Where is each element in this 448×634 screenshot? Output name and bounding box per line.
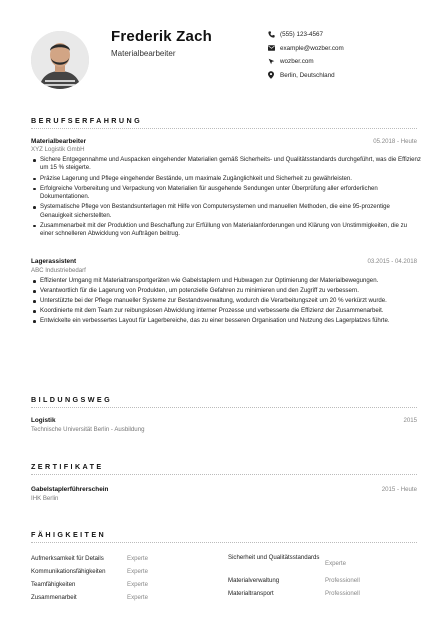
section-heading-experience: BERUFSERFAHRUNG (31, 116, 143, 125)
education-school: Technische Universität Berlin - Ausbildung (31, 426, 145, 433)
skill-name: Aufmerksamkeit für Details (31, 555, 104, 562)
list-item: Systematische Pflege von Bestandsunterlagen mit Hilfe von Computersystemen und manuellen Methoden, die eine 95-prozentige Genauigkeit sicherstellten. (31, 203, 421, 220)
phone-text[interactable]: (555) 123-4567 (280, 31, 324, 39)
candidate-name: Frederik Zach (111, 28, 212, 45)
section-heading-education: BILDUNGSWEG (31, 395, 113, 404)
list-item: Verantwortlich für die Lagerung von Produkten, um potenzielle Gefahren zu minimieren und den Zugriff zu verbessern. (31, 287, 421, 295)
section-divider (31, 474, 417, 475)
job-dates-2: 03.2015 - 04.2018 (367, 258, 417, 265)
list-item: Entwickelte ein verbessertes Layout für Lagerbereiche, das zu einer besseren Organisation und Nutzung des Lagerplatzes führte. (31, 317, 421, 325)
contact-website (268, 55, 344, 69)
certificate-title: Gabelstaplerführerschein (31, 486, 109, 493)
skill-level: Experte (127, 555, 149, 562)
list-item: Zusammenarbeit mit der Produktion und Beschaffung zur Erfüllung von Materialanforderungen und Klärung von Unstimmigkeiten, die zu einer schnelleren Abwicklung von Aufträgen beitrug. (31, 222, 421, 239)
link-icon (268, 58, 280, 65)
education-date: 2015 (403, 417, 417, 424)
list-item: Erfolgreiche Vorbereitung und Verpackung von Materialien für ausgehende Sendungen unter Überprüfung aller erforderlichen Dokumentationen. (31, 185, 421, 202)
job-title-1: Materialbearbeiter (31, 138, 87, 145)
job-title: Materialbearbeiter (111, 49, 176, 58)
list-item: Sichere Entgegennahme und Auspacken eingehender Materialien gemäß Sicherheits- und Qualitätsstandards durchgeführt, was die Effizienz um 15 % steigerte. (31, 156, 421, 173)
job-bullets-1 (31, 156, 421, 240)
skill-level: Experte (325, 560, 347, 567)
location-pin-icon (268, 71, 280, 79)
certificate-issuer: IHK Berlin (31, 495, 59, 502)
contact-location (268, 69, 344, 83)
certificate-date: 2015 - Heute (381, 486, 417, 493)
contact-list (268, 28, 344, 82)
skill-name: Materialverwaltung (228, 577, 280, 584)
avatar (31, 31, 89, 89)
skill-level: Experte (127, 568, 149, 575)
skill-name: Teamfähigkeiten (31, 581, 76, 588)
skill-name: Zusammenarbeit (31, 594, 77, 601)
job-company-2: ABC Industriebedarf (31, 267, 86, 274)
profile-photo (31, 31, 89, 89)
location-text: Berlin, Deutschland (280, 71, 335, 79)
list-item: Koordinierte mit dem Team zur reibungslosen Abwicklung interner Prozesse und verbesserte die Effizienz der Zusammenarbeit. (31, 307, 421, 315)
skill-level: Professionell (325, 577, 360, 584)
education-title: Logistik (31, 417, 56, 424)
email-icon (268, 45, 280, 51)
section-divider (31, 407, 417, 408)
contact-phone (268, 28, 344, 42)
section-heading-certificates: ZERTIFIKATE (31, 462, 104, 471)
phone-icon (268, 31, 280, 38)
section-divider (31, 542, 417, 543)
skill-name: Kommunikationsfähigkeiten (31, 568, 106, 575)
skill-name: Sicherheit und Qualitätsstandards (228, 554, 320, 561)
job-dates-1: 05.2018 - Heute (373, 138, 417, 145)
skill-level: Professionell (325, 590, 360, 597)
job-title-2: Lagerassistent (31, 258, 77, 265)
skill-level: Experte (127, 594, 149, 601)
skill-level: Experte (127, 581, 149, 588)
job-company-1: XYZ Logistik GmbH (31, 146, 85, 153)
list-item: Präzise Lagerung und Pflege eingehender Bestände, um maximale Zugänglichkeit und Sicherheit zu gewährleisten. (31, 175, 421, 183)
contact-email (268, 42, 344, 56)
email-text[interactable]: example@wozber.com (280, 44, 344, 52)
list-item: Unterstützte bei der Pflege manueller Systeme zur Bestandsverwaltung, wodurch die Verarbeitungszeit um 20 % verkürzt wurde. (31, 297, 421, 305)
section-divider (31, 128, 417, 129)
list-item: Effizienter Umgang mit Materialtransportgeräten wie Gabelstaplern und Hubwagen zur Optimierung der Materialbewegungen. (31, 277, 421, 285)
website-text[interactable]: wozber.com (280, 58, 314, 66)
job-bullets-2 (31, 277, 421, 327)
section-heading-skills: FÄHIGKEITEN (31, 530, 107, 539)
skill-name: Materialtransport (228, 590, 274, 597)
